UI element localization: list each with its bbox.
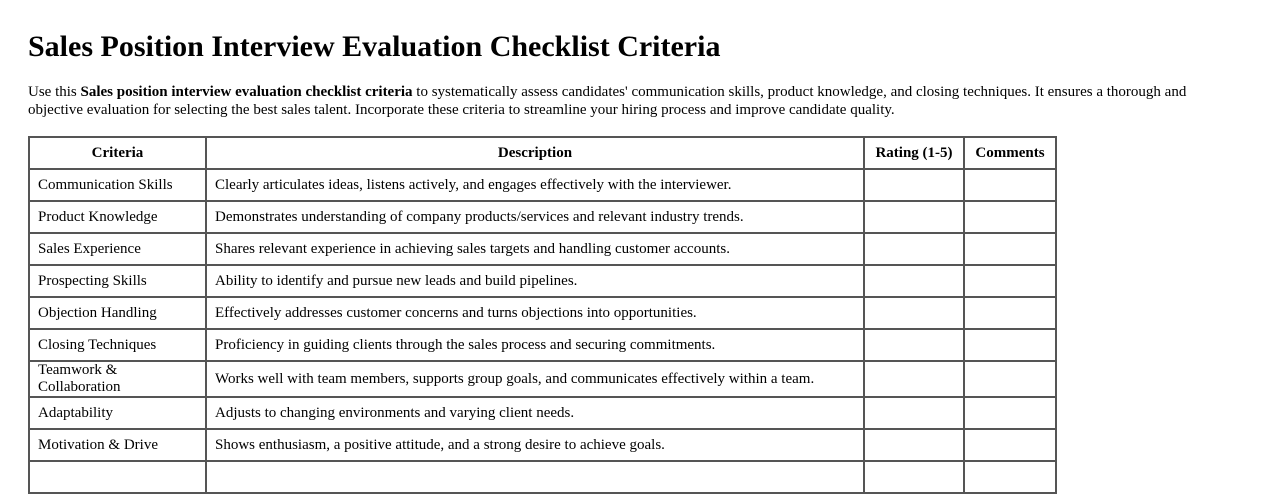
rating-cell[interactable] bbox=[864, 397, 964, 429]
intro-bold-phrase: Sales position interview evaluation checklist criteria bbox=[80, 84, 413, 100]
criteria-cell: Motivation & Drive bbox=[29, 429, 206, 461]
criteria-cell: Sales Experience bbox=[29, 233, 206, 265]
criteria-cell: Closing Techniques bbox=[29, 329, 206, 361]
table-header-row bbox=[29, 137, 1056, 169]
table-row bbox=[29, 429, 1056, 461]
rating-cell[interactable] bbox=[864, 265, 964, 297]
rating-cell[interactable] bbox=[864, 233, 964, 265]
criteria-cell: Communication Skills bbox=[29, 169, 206, 201]
intro-suffix: to systematically assess candidates' communication skills, product knowledge, and closing techniques. It ensures a thorough and objective evaluation for selecting the best sales talent. Incorporate these criteria to streamline your hiring process and improve candidate quality. bbox=[28, 84, 1187, 118]
table-row bbox=[29, 297, 1056, 329]
evaluation-table bbox=[28, 136, 1057, 494]
description-cell: Effectively addresses customer concerns and turns objections into opportunities. bbox=[206, 297, 864, 329]
header-comments: Comments bbox=[964, 137, 1056, 169]
description-cell: Works well with team members, supports group goals, and communicates effectively within a team. bbox=[206, 361, 864, 397]
intro-prefix: Use this bbox=[28, 84, 81, 100]
rating-cell[interactable] bbox=[864, 361, 964, 397]
table-row bbox=[29, 361, 1056, 397]
header-criteria: Criteria bbox=[29, 137, 206, 169]
comments-cell[interactable] bbox=[964, 169, 1056, 201]
rating-cell[interactable] bbox=[864, 201, 964, 233]
header-description: Description bbox=[206, 137, 864, 169]
table-row bbox=[29, 233, 1056, 265]
description-cell: Shows enthusiasm, a positive attitude, and a strong desire to achieve goals. bbox=[206, 429, 864, 461]
comments-cell[interactable] bbox=[964, 361, 1056, 397]
rating-cell[interactable] bbox=[864, 429, 964, 461]
rating-cell[interactable] bbox=[864, 169, 964, 201]
comments-cell[interactable] bbox=[964, 429, 1056, 461]
comments-cell[interactable] bbox=[964, 201, 1056, 233]
table-row bbox=[29, 169, 1056, 201]
description-cell: Ability to identify and pursue new leads and build pipelines. bbox=[206, 265, 864, 297]
rating-cell[interactable] bbox=[864, 297, 964, 329]
comments-cell[interactable] bbox=[964, 297, 1056, 329]
header-rating: Rating (1-5) bbox=[864, 137, 964, 169]
comments-cell[interactable] bbox=[964, 461, 1056, 493]
table-row bbox=[29, 329, 1056, 361]
description-cell: Demonstrates understanding of company products/services and relevant industry trends. bbox=[206, 201, 864, 233]
rating-cell[interactable] bbox=[864, 329, 964, 361]
criteria-cell: Teamwork & Collaboration bbox=[29, 361, 206, 397]
page-title: Sales Position Interview Evaluation Checklist Criteria bbox=[28, 30, 721, 63]
criteria-cell: Objection Handling bbox=[29, 297, 206, 329]
rating-cell[interactable] bbox=[864, 461, 964, 493]
comments-cell[interactable] bbox=[964, 233, 1056, 265]
table-row bbox=[29, 265, 1056, 297]
criteria-cell bbox=[29, 461, 206, 493]
table-row bbox=[29, 397, 1056, 429]
description-cell bbox=[206, 461, 864, 493]
criteria-cell: Prospecting Skills bbox=[29, 265, 206, 297]
criteria-cell: Product Knowledge bbox=[29, 201, 206, 233]
description-cell: Proficiency in guiding clients through the sales process and securing commitments. bbox=[206, 329, 864, 361]
comments-cell[interactable] bbox=[964, 397, 1056, 429]
criteria-cell: Adaptability bbox=[29, 397, 206, 429]
description-cell: Shares relevant experience in achieving sales targets and handling customer accounts. bbox=[206, 233, 864, 265]
description-cell: Adjusts to changing environments and varying client needs. bbox=[206, 397, 864, 429]
description-cell: Clearly articulates ideas, listens actively, and engages effectively with the interviewer. bbox=[206, 169, 864, 201]
comments-cell[interactable] bbox=[964, 265, 1056, 297]
intro-paragraph bbox=[28, 83, 1243, 119]
table-row bbox=[29, 201, 1056, 233]
comments-cell[interactable] bbox=[964, 329, 1056, 361]
table-row bbox=[29, 461, 1056, 493]
